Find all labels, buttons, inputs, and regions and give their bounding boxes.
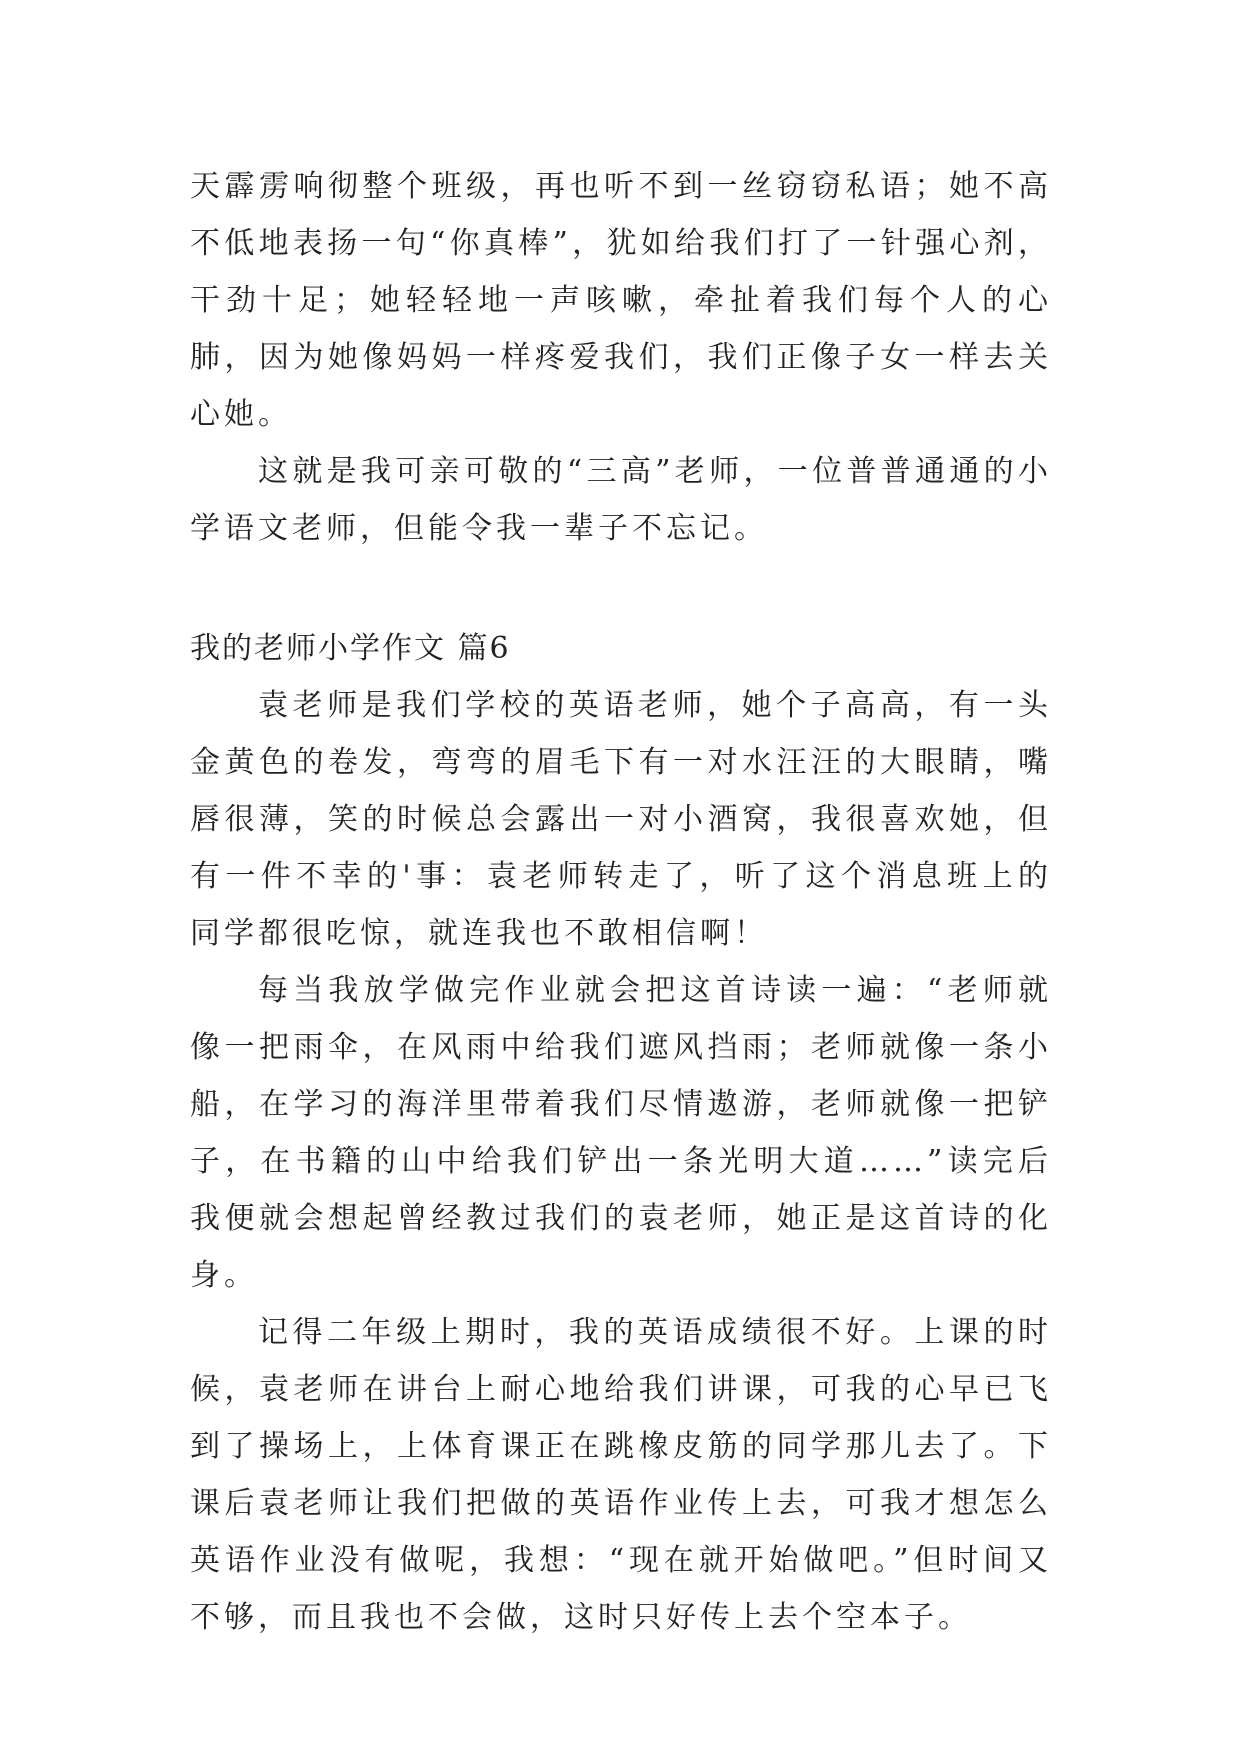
paragraph-closing: 这就是我可亲可敬的“三高”老师，一位普普通通的小学语文老师，但能令我一辈子不忘记。 (190, 454, 1052, 546)
paragraph-memory: 记得二年级上期时，我的英语成绩很不好。上课的时候，袁老师在讲台上耐心地给我们讲课，可我的心早已飞到了操场上，上体育课正在跳橡皮筋的同学那儿去了。下课后袁老师让我们把做的英语作业传上去，可我才想怎么英语作业没有做呢，我想：“现在就开始做吧。”但时间又不够，而且我也不会做，这时只好传上去个空本子。 (190, 1315, 1052, 1635)
paragraph-intro: 袁老师是我们学校的英语老师，她个子高高，有一头金黄色的卷发，弯弯的眉毛下有一对水汪汪的大眼睛，嘴唇很薄，笑的时候总会露出一对小酒窝，我很喜欢她，但有一件不幸的'事：袁老师转走了，听了这个消息班上的同学都很吃惊，就连我也不敢相信啊！ (190, 688, 1052, 951)
document-body (190, 158, 1052, 1646)
paragraph-poem: 每当我放学做完作业就会把这首诗读一遍：“老师就像一把雨伞，在风雨中给我们遮风挡雨；老师就像一条小船，在学习的海洋里带着我们尽情遨游，老师就像一把铲子，在书籍的山中给我们铲出一条光明大道……”读完后我便就会想起曾经教过我们的袁老师，她正是这首诗的化身。 (190, 973, 1052, 1293)
paragraph-continued: 天霹雳响彻整个班级，再也听不到一丝窃窃私语；她不高不低地表扬一句“你真棒”，犹如给我们打了一针强心剂，干劲十足；她轻轻地一声咳嗽，牵扯着我们每个人的心肺，因为她像妈妈一样疼爱我们，我们正像子女一样去关心她。 (190, 169, 1052, 432)
section-title: 我的老师小学作文 篇6 (190, 631, 511, 666)
